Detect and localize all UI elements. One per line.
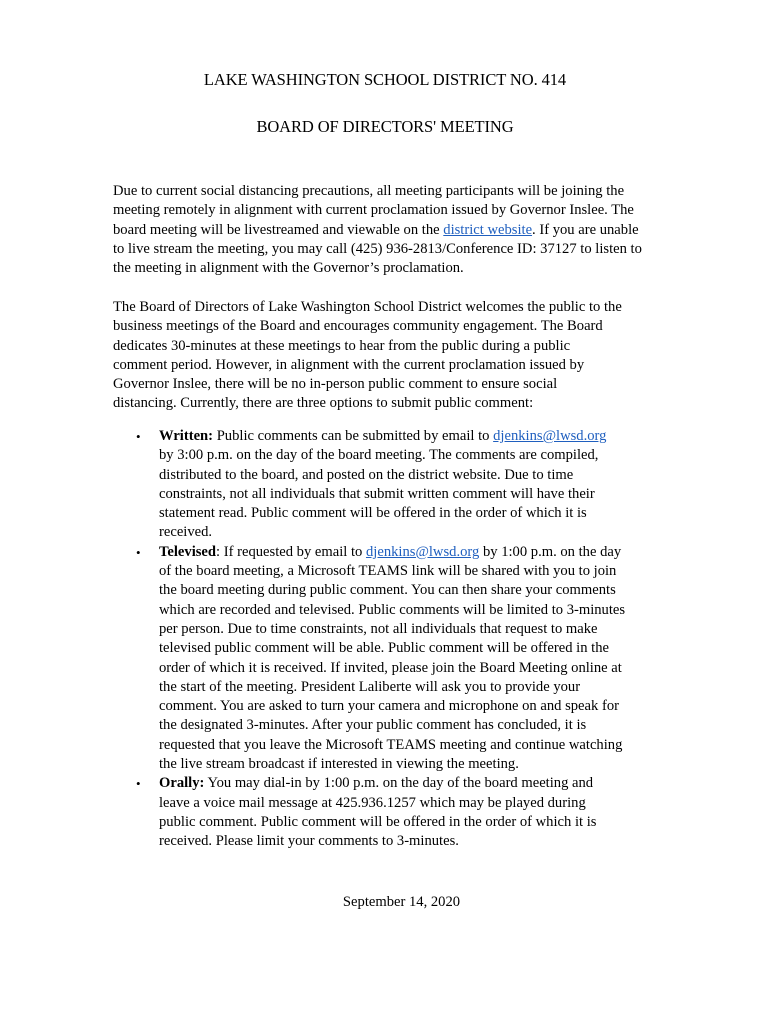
text-line: received. [159,524,213,541]
option-written [113,427,728,543]
text-line: Due to current social distancing precautions, all meeting participants will be joining the [113,183,625,199]
text-line: the meeting in alignment with the Governor’s proclamation. [113,260,464,277]
bullet-icon: • [136,544,141,560]
option-label: Written: [159,428,214,444]
option-televised [113,543,728,775]
text-line: received. Please limit your comments to 3-minutes. [159,833,459,850]
comment-options-list [113,427,728,852]
text-line: business meetings of the Board and encourages community engagement. The Board [113,318,603,335]
text-line: per person. Due to time constraints, not all individuals that request to make [159,620,598,637]
text-line: distancing. Currently, there are three options to submit public comment: [113,395,534,412]
public-comment-paragraph [113,298,728,414]
text-line: requested that you leave the Microsoft TEAMS meeting and continue watching [159,736,623,753]
text-line: dedicates 30-minutes at these meetings to hear from the public during a public [113,337,571,354]
bullet-icon: • [136,776,141,792]
text-fragment: Public comments can be submitted by email to [213,428,494,444]
text-fragment: . If you are unable [532,221,639,238]
text-line [113,221,728,240]
text-line [159,774,728,793]
text-line: constraints, not all individuals that submit written comment will have their [159,485,595,502]
text-line: order of which it is received. If invited, please join the Board Meeting online at [159,659,622,676]
option-orally [113,774,728,851]
text-fragment: : If requested by email to [216,543,366,560]
email-link[interactable]: djenkins@lwsd.org [365,543,480,560]
option-label: Televised [159,543,217,560]
text-fragment: board meeting will be livestreamed and viewable on the [113,221,444,238]
bullet-icon: • [136,429,141,444]
text-line: The Board of Directors of Lake Washington School District welcomes the public to the [113,299,622,315]
email-link[interactable]: djenkins@lwsd.org [493,428,607,444]
option-label: Orally: [159,775,205,792]
text-line: of the board meeting, a Microsoft TEAMS link will be shared with you to join [159,563,617,580]
intro-paragraph [113,182,728,278]
text-line: leave a voice mail message at 425.936.1257 which may be played during [159,794,586,811]
text-line: meeting remotely in alignment with current proclamation issued by Governor Inslee. The [113,202,634,219]
text-line: the start of the meeting. President Laliberte will ask you to provide your [159,678,581,695]
text-line: statement read. Public comment will be offered in the order of which it is [159,505,587,522]
text-line: comment. You are asked to turn your camera and microphone on and speak for [159,698,619,715]
text-fragment: You may dial-in by 1:00 p.m. on the day of the board meeting and [204,775,594,792]
text-line [159,427,728,446]
district-website-link[interactable]: district website [443,221,533,238]
text-line: distributed to the board, and posted on the district website. Due to time [159,466,574,483]
text-line: which are recorded and televised. Public comments will be limited to 3-minutes [159,601,626,618]
text-line: televised public comment will be able. Public comment will be offered in the [159,640,609,657]
meeting-title: BOARD OF DIRECTORS' MEETING [256,117,514,136]
text-line: public comment. Public comment will be offered in the order of which it is [159,813,597,830]
text-line: comment period. However, in alignment with the current proclamation issued by [113,356,585,373]
text-line: by 3:00 p.m. on the day of the board meeting. The comments are compiled, [159,447,599,464]
text-line: Governor Inslee, there will be no in-person public comment to ensure social [113,376,558,393]
text-line [159,543,728,562]
text-line: to live stream the meeting, you may call (425) 936-2813/Conference ID: 37127 to listen to [113,240,642,257]
text-line: the designated 3-minutes. After your public comment has concluded, it is [159,717,587,734]
district-title: LAKE WASHINGTON SCHOOL DISTRICT NO. 414 [203,70,567,89]
document-date: September 14, 2020 [342,894,461,910]
text-line: the board meeting during public comment. You can then share your comments [159,582,616,599]
text-line: the live stream broadcast if interested in viewing the meeting. [159,756,519,773]
text-fragment: by 1:00 p.m. on the day [479,543,622,560]
